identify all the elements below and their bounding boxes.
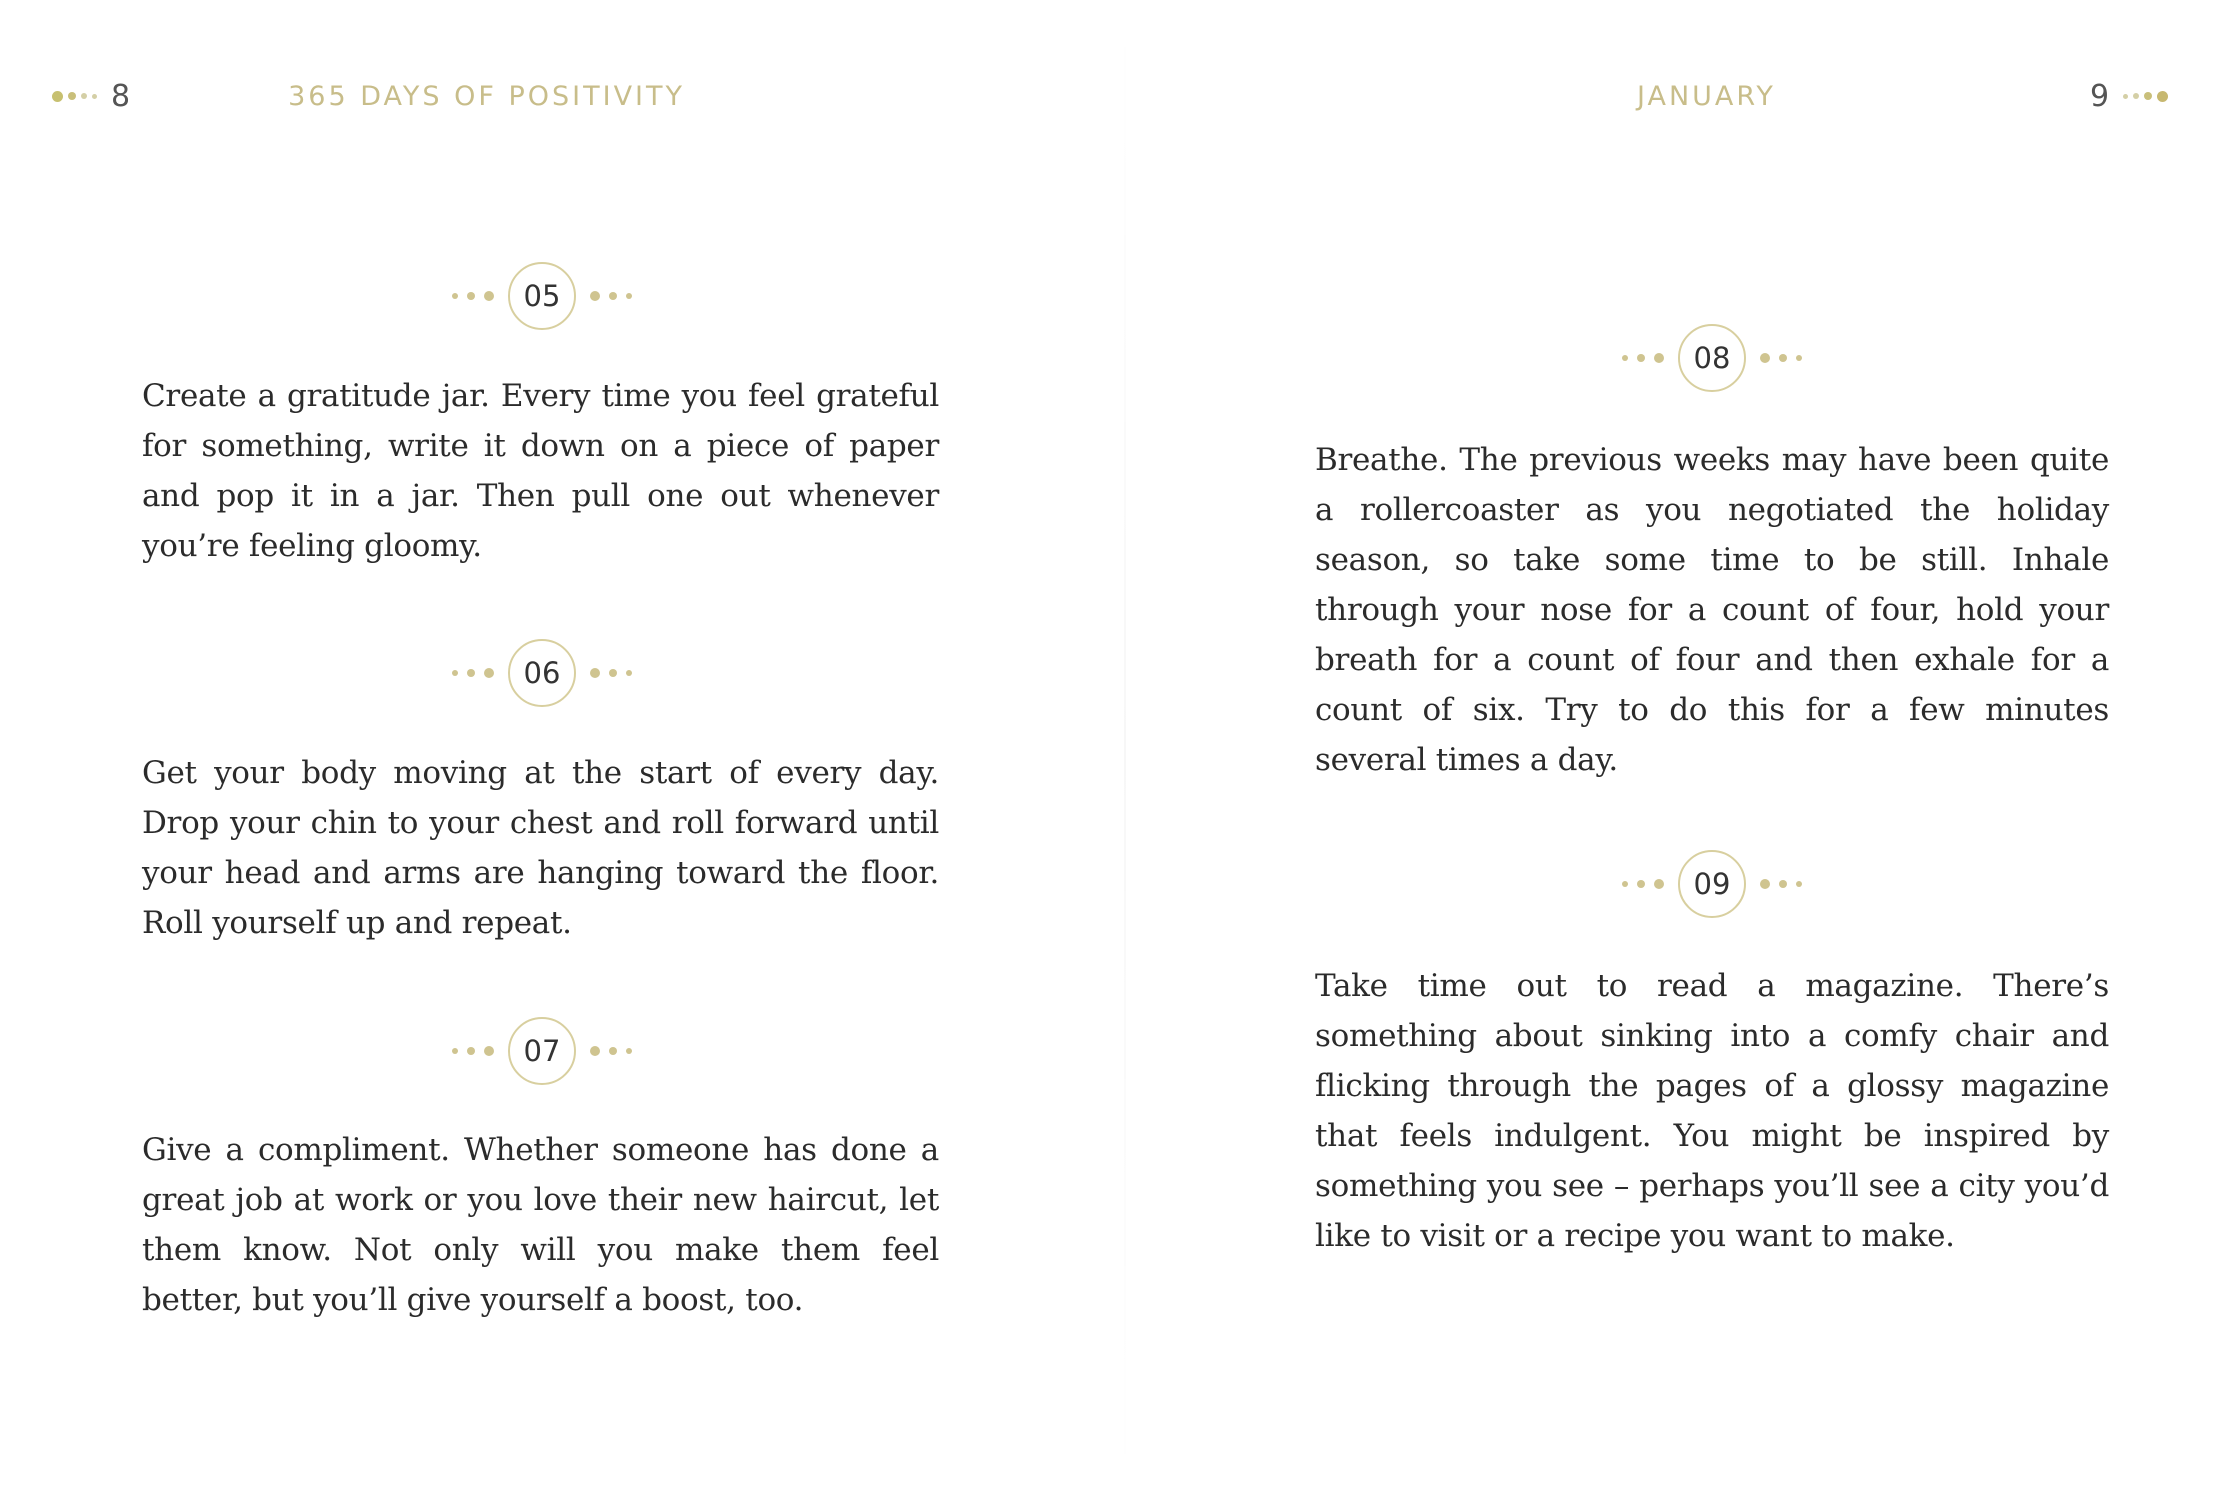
entry-text: Get your body moving at the start of every day. Drop your chin to your chest and roll forward until your head and arms are hanging toward the floor. Roll yourself up and repeat. [142,755,939,941]
circled-number-ornament-icon: 09 [1678,850,1746,918]
circled-number-ornament-icon: 05 [508,262,576,330]
entry-number-marker [422,258,662,334]
entry-text: Take time out to read a magazine. There’s something about sinking into a comfy chair and flicking through the pages of a glossy magazine that feels indulgent. You might be inspired by something you see – perhaps you’ll see a city you’d like to visit or a recipe you want to make. [1315,968,2109,1254]
page-number: 9 [2090,78,2110,114]
entry-number-marker [1592,320,1832,396]
dots-ornament-icon [590,1046,632,1056]
dots-ornament-icon [590,291,632,301]
circled-number-ornament-icon: 07 [508,1017,576,1085]
dots-ornament-icon [452,668,494,678]
running-head-title: JANUARY [1637,80,1776,112]
left-header [52,78,685,114]
dots-ornament-icon [1760,353,1802,363]
entry-text: Create a gratitude jar. Every time you feel grateful for something, write it down on a piece of paper and pop it in a jar. Then pull one out whenever you’re feeling gloomy. [142,378,939,564]
dots-ornament-icon [590,668,632,678]
right-header-title [1637,78,1776,114]
entry-text: Give a compliment. Whether someone has done a great job at work or you love their new haircut, let them know. Not only will you make them feel better, but you’ll give yourself a boost, too. [142,1132,939,1318]
page-number: 8 [111,78,131,114]
right-page [1120,0,2230,1501]
entry-number-marker [422,1013,662,1089]
entry-number-marker [1592,846,1832,922]
dots-ornament-icon [2123,91,2168,102]
dots-ornament-icon [452,291,494,301]
dots-ornament-icon [452,1046,494,1056]
dots-ornament-icon [1760,879,1802,889]
dots-ornament-icon [52,91,97,102]
circled-number-ornament-icon: 08 [1678,324,1746,392]
right-header-folio [2090,78,2168,114]
running-head-title: 365 DAYS OF POSITIVITY [288,80,685,112]
dots-ornament-icon [1622,879,1664,889]
dots-ornament-icon [1622,353,1664,363]
entry-text: Breathe. The previous weeks may have been quite a rollercoaster as you negotiated the holiday season, so take some time to be still. Inhale through your nose for a count of four, hold your breath for a count of four and then exhale for a count of six. Try to do this for a few minutes several times a day. [1315,442,2109,778]
entry-number-marker [422,635,662,711]
circled-number-ornament-icon: 06 [508,639,576,707]
